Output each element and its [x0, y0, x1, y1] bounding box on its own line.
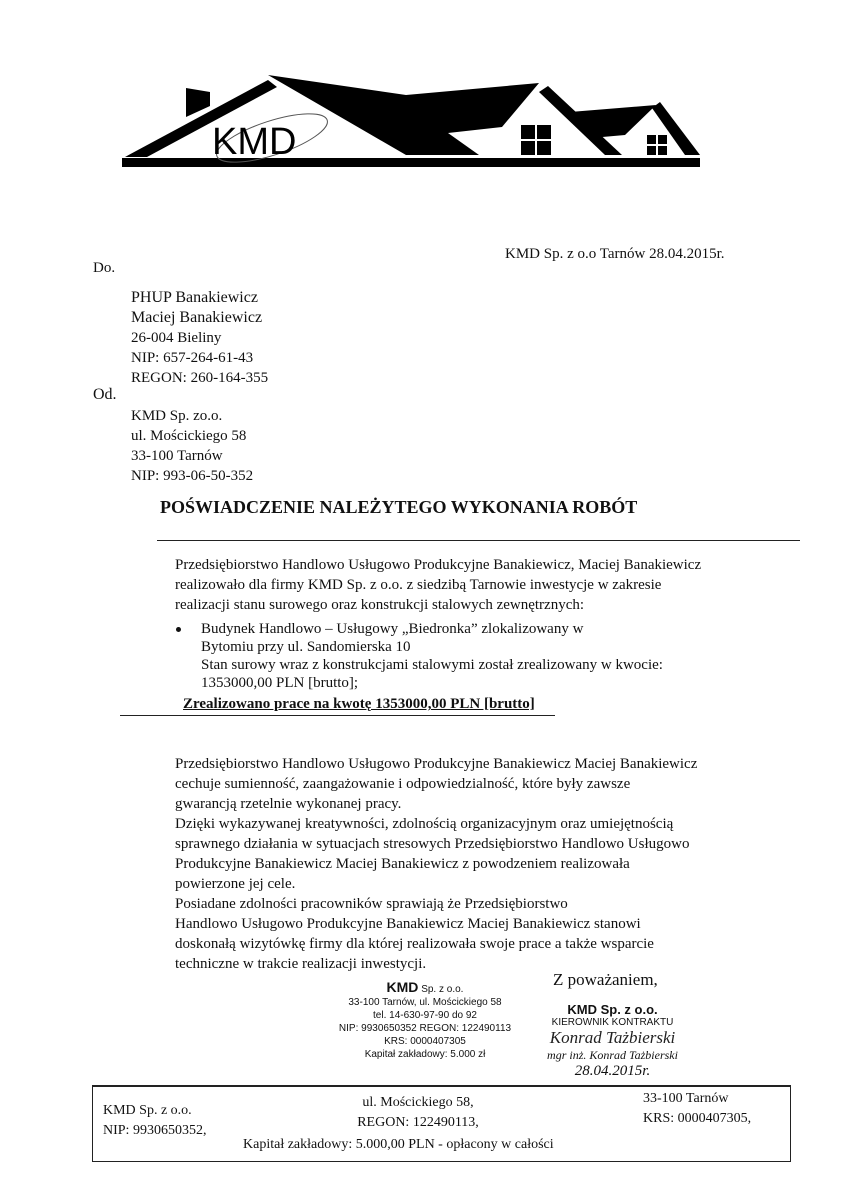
- sender-address: KMD Sp. zo.o. ul. Mościckiego 58 33-100 Tarnów NIP: 993-06-50-352: [131, 408, 254, 484]
- logo-text: KMD: [212, 121, 297, 163]
- recipient-address: PHUP Banakiewicz Maciej Banakiewicz 26-004 Bieliny NIP: 657-264-61-43 REGON: 260-164-355: [131, 289, 269, 386]
- footer-capital: Kapitał zakładowy: 5.000,00 PLN - opłacony w całości: [243, 1137, 554, 1152]
- summary-line: Zrealizowano prace na kwotę 1353000,00 PLN [brutto]: [183, 696, 535, 712]
- to-label: Do.: [93, 260, 116, 276]
- handwritten-signature: Konrad Tażbierski: [549, 1028, 676, 1047]
- footer-col-3: 33-100 Tarnów KRS: 0000407305,: [643, 1091, 752, 1126]
- divider: [157, 540, 800, 541]
- intro-paragraph: Przedsiębiorstwo Handlowo Usługowo Produkcyjne Banakiewicz, Maciej Banakiewicz realizowało dla firmy KMD Sp. z o.o. z siedzibą Tarnowie inwestycje w zakresie realizacji stanu surowego oraz konstrukcji stalowych zewnętrznych:: [175, 557, 702, 613]
- bullet-icon: [176, 627, 181, 632]
- document-title: POŚWIADCZENIE NALEŻYTEGO WYKONANIA ROBÓT: [160, 497, 638, 517]
- closing: Z poważaniem,: [553, 970, 658, 989]
- date-line: KMD Sp. z o.o Tarnów 28.04.2015r.: [505, 246, 725, 262]
- signature-block: KMD Sp. z o.o. KIEROWNIK KONTRAKTU Konrad Tażbierski mgr inż. Konrad Tażbierski 28.04.2015r.: [530, 1002, 695, 1080]
- footer-col-1: KMD Sp. z o.o. NIP: 9930650352,: [103, 1103, 207, 1138]
- company-stamp: KMD Sp. z o.o. 33-100 Tarnów, ul. Mościckiego 58 tel. 14-630-97-90 do 92 NIP: 9930650352 REGON: 122490113 KRS: 0000407305 Kapitał zakładowy: 5.000 zł: [338, 979, 512, 1060]
- footer-box: [92, 1085, 791, 1162]
- kmd-logo: [0, 0, 849, 200]
- from-label: Od.: [93, 386, 117, 403]
- handwritten-date: 28.04.2015r.: [574, 1063, 651, 1079]
- body-paragraph: Przedsiębiorstwo Handlowo Usługowo Produkcyjne Banakiewicz Maciej Banakiewicz cechuje sumienność, zaangażowanie i odpowiedzialność, które były zawsze gwarancją rzetelnie wykonanej pracy. Dzięki wykazywanej kreatywności, zdolnością organizacyjnym oraz umiejętnością sprawnego działania w sytuacjach stresowych Przedsiębiorstwo Handlowo Usługowo Produkcyjne Banakiewicz Maciej Banakiewicz z powodzeniem realizowała powierzone jej cele. Posiadane zdolności pracowników sprawiają że Przedsiębiorstwo Handlowo Usługowo Produkcyjne Banakiewicz Maciej Banakiewicz stanowi doskonałą wizytówkę firmy dla której realizowała swoje prace a także wsparcie techniczne w trakcie realizacji inwestycji.: [175, 756, 698, 972]
- bullet-item: Budynek Handlowo – Usługowy „Biedronka” zlokalizowany w Bytomiu przy ul. Sandomierska 10 Stan surowy wraz z konstrukcjami stalowymi został zrealizowany w kwocie: 1353000,00 PLN [brutto];: [201, 621, 663, 691]
- footer-col-2: ul. Mościckiego 58, REGON: 122490113,: [357, 1095, 479, 1130]
- divider: [120, 715, 555, 716]
